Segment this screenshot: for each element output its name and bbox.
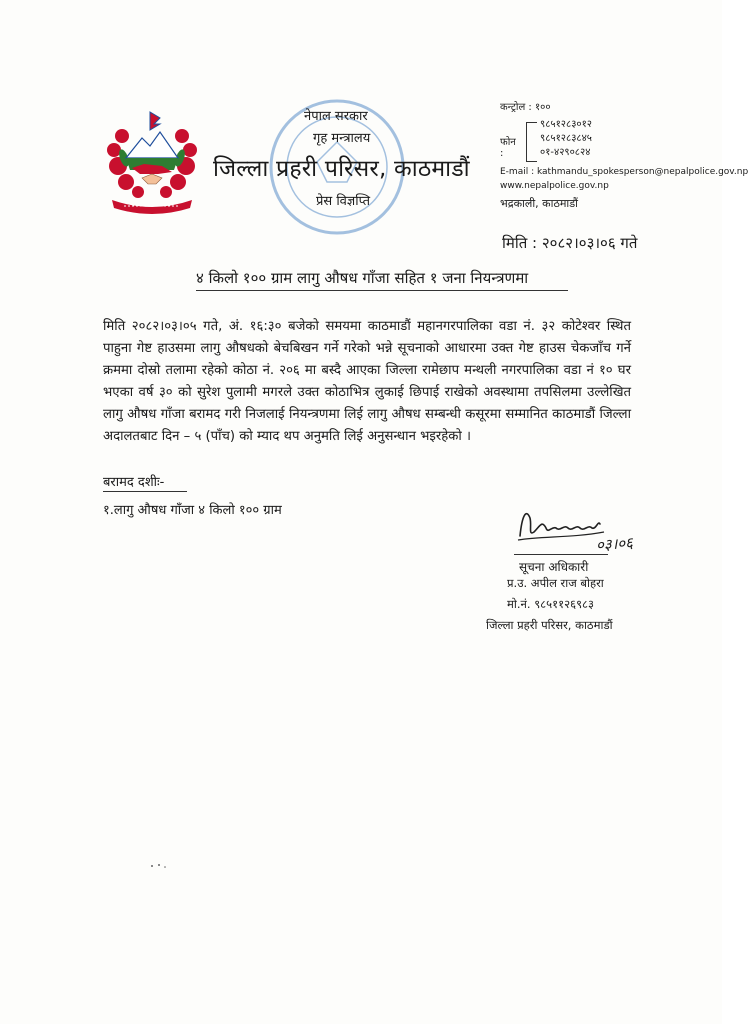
- scan-specks-icon: [150, 862, 170, 870]
- body-paragraph: मिति २०८२।०३।०५ गते, अं. १६:३० बजेको समयमा काठमाडौं महानगरपालिका वडा नं. ३२ कोटेश्वर स्थित पाहुना गेष्ट हाउसमा लागु औषधको बेचबिखन गर्ने गरेको भन्ने सूचनाको आधारमा उक्त गेष्ट हाउस चेकजाँच गर्ने क्रममा दोस्रो तलामा रहेको कोठा नं. २०६ मा बस्दै आएका जिल्ला रामेछाप मन्थली नगरपालिका वडा नं १० घर भएका वर्ष ३० को सुरेश पुलामी मगरले उक्त कोठाभित्र लुकाई छिपाई राखेको अवस्थामा तपसिलमा उल्लेखित लागु औषध गाँजा बरामद गरी निजलाई नियन्त्रणमा लिई लागु औषध सम्बन्धी कसूरमा सम्मानित काठमाडौं जिल्ला अदालतबाट दिन – ५ (पाँच) को म्याद थप अनुमति लिई अनुसन्धान भइरहेको ।: [103, 319, 631, 444]
- nepal-emblem-icon: [104, 108, 200, 220]
- email-address: E-mail : kathmandu_spokesperson@nepalpolice.gov.np: [500, 167, 748, 177]
- control-number: [500, 100, 551, 115]
- officer-name: प्र.उ. अपील राज बोहरा: [507, 576, 604, 590]
- press-release-label: प्रेस विज्ञप्ति: [316, 194, 371, 209]
- office-title: जिल्ला प्रहरी परिसर, काठमाडौं: [213, 156, 470, 182]
- website-address: www.nepalpolice.gov.np: [500, 181, 609, 191]
- signature-date: ०३।०६: [595, 533, 634, 555]
- signature-rule: [514, 554, 608, 555]
- ministry-name: गृह मन्त्रालय: [313, 131, 371, 146]
- phone-label: फोन :: [500, 137, 516, 159]
- seized-items-heading: बरामद दशीः-: [103, 475, 165, 490]
- officer-mobile: मो.नं. ९८५११२६९८३: [507, 597, 595, 611]
- document-date: मिति : २०८२।०३।०६ गते: [502, 234, 638, 252]
- phone-number: ९८५१२८३८४५: [540, 133, 592, 144]
- government-name: नेपाल सरकार: [304, 109, 368, 124]
- seized-heading-underline: [103, 491, 187, 492]
- subject-heading: ४ किलो १०० ग्राम लागु औषध गाँजा सहित १ जना नियन्त्रणमा: [196, 269, 529, 287]
- office-address: भद्रकाली, काठमाडौं: [500, 197, 579, 210]
- phone-brace: [526, 122, 537, 162]
- phone-number: ०१-४२९०८२४: [540, 147, 591, 158]
- control-line: कन्ट्रोल : १००: [500, 102, 551, 113]
- officer-title: सूचना अधिकारी: [519, 560, 589, 574]
- phone-number: ९८५१२८३०१२: [540, 119, 592, 130]
- phone-list: [540, 118, 592, 160]
- seized-item: १.लागु औषध गाँजा ४ किलो १०० ग्राम: [103, 503, 282, 518]
- officer-office: जिल्ला प्रहरी परिसर, काठमाडौं: [486, 618, 613, 632]
- subject-underline: [196, 290, 568, 291]
